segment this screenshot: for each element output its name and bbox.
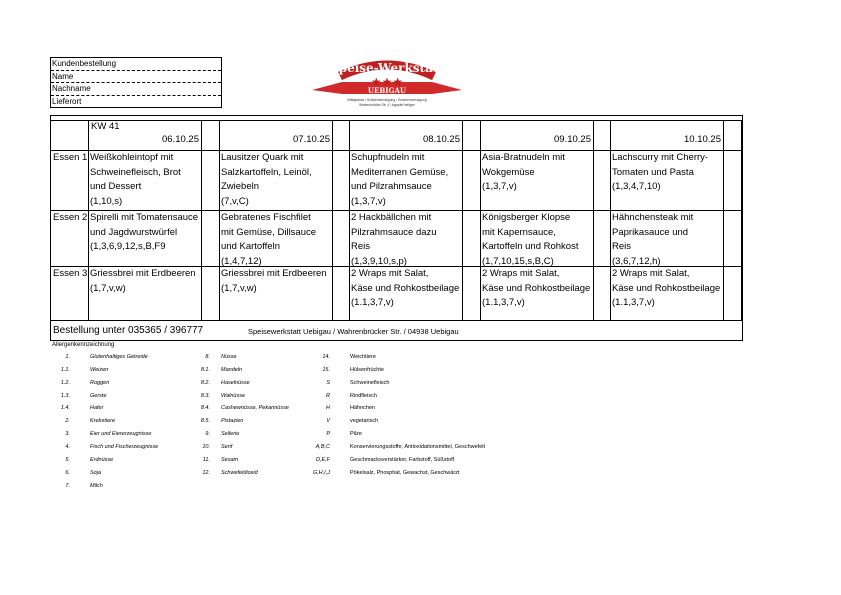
allergen-code: 10. [202,443,210,450]
table-column-divider [88,120,89,320]
allergen-code: 8.5. [200,418,210,425]
allergen-code: 8.4. [200,405,210,412]
table-column-divider [723,120,724,320]
dish-line: Tomaten und Pasta [612,166,694,178]
allergen-code: 8.2. [200,379,210,386]
dish-line: 2 Wraps mit Salat, [351,268,429,279]
dish-line: Paprikasauce und [612,226,689,238]
allergen-name: Eier und Eiererzeugnisse [90,431,152,438]
dish-line: (1,3,7,v) [351,195,386,207]
dish-line: (1,7,v,w) [90,282,126,294]
weekly-menu-table [50,115,743,341]
dish-line: (1,10,s) [90,195,123,207]
table-column-divider [480,120,481,320]
dish-line: 2 Hackbällchen mit [351,212,432,223]
allergen-name: Schweinefleisch [350,379,390,386]
allergen-name: Walnüsse [221,392,246,399]
allergen-name: Weizen [90,366,109,373]
logo-place: UEBIGAU [367,86,407,95]
allergen-code: S [326,379,330,386]
allergen-name: Milch [90,482,103,489]
table-column-divider [219,120,220,320]
table-row-divider [51,120,742,121]
allergen-name: Pilze [350,431,362,438]
dish-line: Reis [351,241,371,252]
dish-line: (1.1,3,7,v) [612,297,655,308]
allergen-name: Pistazien [221,418,244,425]
allergen-name: Senf [221,443,233,450]
dish-line: Lachscurry mit Cherry- [612,152,709,163]
allergen-code: 8. [205,354,210,360]
dish-line: (1,3,4,7,10) [612,181,661,192]
allergen-code: P [326,431,330,438]
table-row-divider [51,320,742,321]
order-phone: Bestellung unter 035365 / 396777 [53,325,204,336]
delivery-location-field[interactable]: Lieferort [52,96,82,106]
allergen-name: Krebstiere [90,418,116,425]
allergen-name: Sellerie [221,431,240,438]
dish-line: Salzkartoffeln, Leinöl, [221,166,312,178]
dish-line: Königsberger Klopse [482,212,571,223]
week-label: KW 41 [91,121,120,132]
dish-line: (1,3,7,v) [482,181,517,192]
logo-tagline-1: Mittagstisch • Schülerbeköstigung • Seniorenversorgung [347,98,427,102]
allergen-code: V [326,418,330,425]
dish-line: Hähnchensteak mit [612,212,694,223]
allergen-code: 12. [202,469,210,476]
allergen-code: 2. [65,418,70,425]
dish-line: und Dessert [90,181,142,192]
dish-line: Griessbrei mit Erdbeeren [90,268,196,279]
dish-line: Käse und Rohkostbeilage [482,282,591,294]
surname-field[interactable]: Nachname [51,83,221,96]
row-label: Essen 3 [53,268,88,279]
allergen-code: 5. [65,456,70,463]
allergen-code: 7. [65,482,70,489]
allergen-code: 1. [65,354,70,360]
dish-line: mit Gemüse, Dillsauce [221,226,317,238]
dish-line: Pilzrahmsauce dazu [351,226,437,238]
table-column-divider [332,120,333,320]
date-4: 09.10.25 [554,134,591,145]
table-column-divider [462,120,463,320]
date-2: 07.10.25 [293,134,330,145]
company-logo [312,54,462,114]
dish-line: (1.1,3,7,v) [351,297,394,308]
allergen-name: Schwefeldioxid [221,469,258,476]
dish-line: Lausitzer Quark mit [221,152,304,163]
allergen-code: R [326,392,330,399]
dish-line: (1,7,10,15,s,B,C) [482,255,554,267]
dish-line: Gebratenes Fischfilet [221,212,311,223]
dish-line: 2 Wraps mit Salat, [612,268,690,279]
dish-line: (1,4,7,12) [221,255,262,267]
customer-order-header: Kundenbestellung [51,58,221,71]
logo-tagline-2: Wahrenbrücker Str. 4 / Ingapfel heiligen [359,103,415,107]
dish-line: und Kartoffeln [221,241,280,252]
company-address: Speisewerkstatt Uebigau / Wahrenbrücker Str. / 04938 Uebigau [248,327,459,336]
row-label: Essen 2 [53,212,88,223]
allergen-code: D,E,F [315,456,330,463]
allergen-name: Hülsenfrüchte [350,366,384,373]
allergen-code: A,B,C [315,443,330,450]
name-field[interactable]: Name [51,71,221,84]
allergen-code: 6. [65,469,70,476]
allergen-code: 14. [322,354,330,360]
table-column-divider [201,120,202,320]
dish-line: (3,6,7,12,h) [612,255,661,267]
allergen-code: 11. [202,456,210,463]
dish-line: Spirelli mit Tomatensauce [90,212,199,223]
allergen-name: Pökelsalz, Phosphat, Gewachst, Geschwärzt [350,469,460,476]
allergen-code: 4. [65,443,70,450]
allergen-name: Cashewnüsse, Pekannüsse [221,405,289,412]
date-1: 06.10.25 [162,134,199,145]
dish-line: Kartoffeln und Rohkost [482,241,579,252]
dish-line: Griessbrei mit Erdbeeren [221,268,327,279]
logo-stars: ★★★ [370,75,404,89]
allergen-name: vegetarisch [350,418,379,425]
allergen-code: 1.1. [60,366,70,373]
logo-name: Speise-Werkstatt [330,61,444,75]
allergen-name: Mandeln [221,366,243,373]
allergen-code: 8.3. [200,392,210,399]
allergen-name: Haselnüsse [221,379,250,386]
table-column-divider [741,120,742,320]
allergen-name: Konservierungsstoffe, Antioxidationsmittel, Geschwefelt [350,443,486,450]
allergen-name: Weichtiere [350,354,376,360]
allergen-code: 1.4. [60,405,70,412]
dish-line: Käse und Rohkostbeilage [351,282,460,294]
allergen-code: 15. [322,366,330,373]
dish-line: Weißkohleintopf mit [90,152,174,163]
table-column-divider [349,120,350,320]
allergen-name: Glutenhaltiges Getreide [90,354,148,360]
dish-line: und Jagdwurstwürfel [90,226,178,238]
dish-line: Wokgemüse [482,166,535,178]
allergen-code: 1.3. [60,392,70,399]
allergen-name: Erdnüsse [90,456,114,463]
dish-line: Käse und Rohkostbeilage [612,282,721,294]
dish-line: Reis [612,241,632,252]
allergen-code: 3. [65,431,70,438]
allergen-name: Soja [90,469,102,476]
dish-line: (1,3,6,9,12,s,B,F9 [90,241,166,252]
dish-line: 2 Wraps mit Salat, [482,268,560,279]
allergen-heading: Allergenkennzeichnung [52,342,115,348]
allergen-name: Fisch und Fischerzeugnisse [90,443,159,450]
dish-line: (7,v,C) [221,195,249,207]
date-3: 08.10.25 [423,134,460,145]
allergen-code: 9. [205,431,210,438]
allergen-name: Hähnchen [350,405,376,412]
allergen-code: 8.1. [200,366,210,373]
allergen-name: Geschmacksverstärker, Farbstoff, Süßstoff [350,456,455,463]
dish-line: Schweinefleisch, Brot [90,166,181,178]
allergen-name: Gerste [90,392,107,399]
dish-line: (1,3,9,10,s,p) [351,255,407,267]
table-column-divider [593,120,594,320]
allergen-code: 1.2. [60,379,70,386]
dish-line: Mediterranen Gemüse, [351,166,449,178]
allergen-name: Nüsse [221,354,237,360]
dish-line: Zwiebeln [221,181,260,192]
dish-line: (1,7,v,w) [221,282,257,294]
date-5: 10.10.25 [684,134,721,145]
allergen-name: Hafer [90,405,104,412]
dish-line: Schupfnudeln mit [351,152,425,163]
allergen-code: H [326,405,330,412]
table-column-divider [610,120,611,320]
dish-line: Asia-Bratnudeln mit [482,152,565,163]
row-label: Essen 1 [53,152,88,163]
logo-graphic [312,54,462,114]
allergen-name: Sesam [221,456,239,463]
customer-order-box [50,57,222,108]
allergen-name: Rindfleisch [350,392,377,399]
allergen-name: Roggen [90,379,110,386]
dish-line: (1.1,3,7,v) [482,297,525,308]
dish-line: mit Kapernsauce, [482,226,556,238]
allergen-code: G,H,I,J [312,469,330,476]
dish-line: und Pilzrahmsauce [351,181,432,192]
